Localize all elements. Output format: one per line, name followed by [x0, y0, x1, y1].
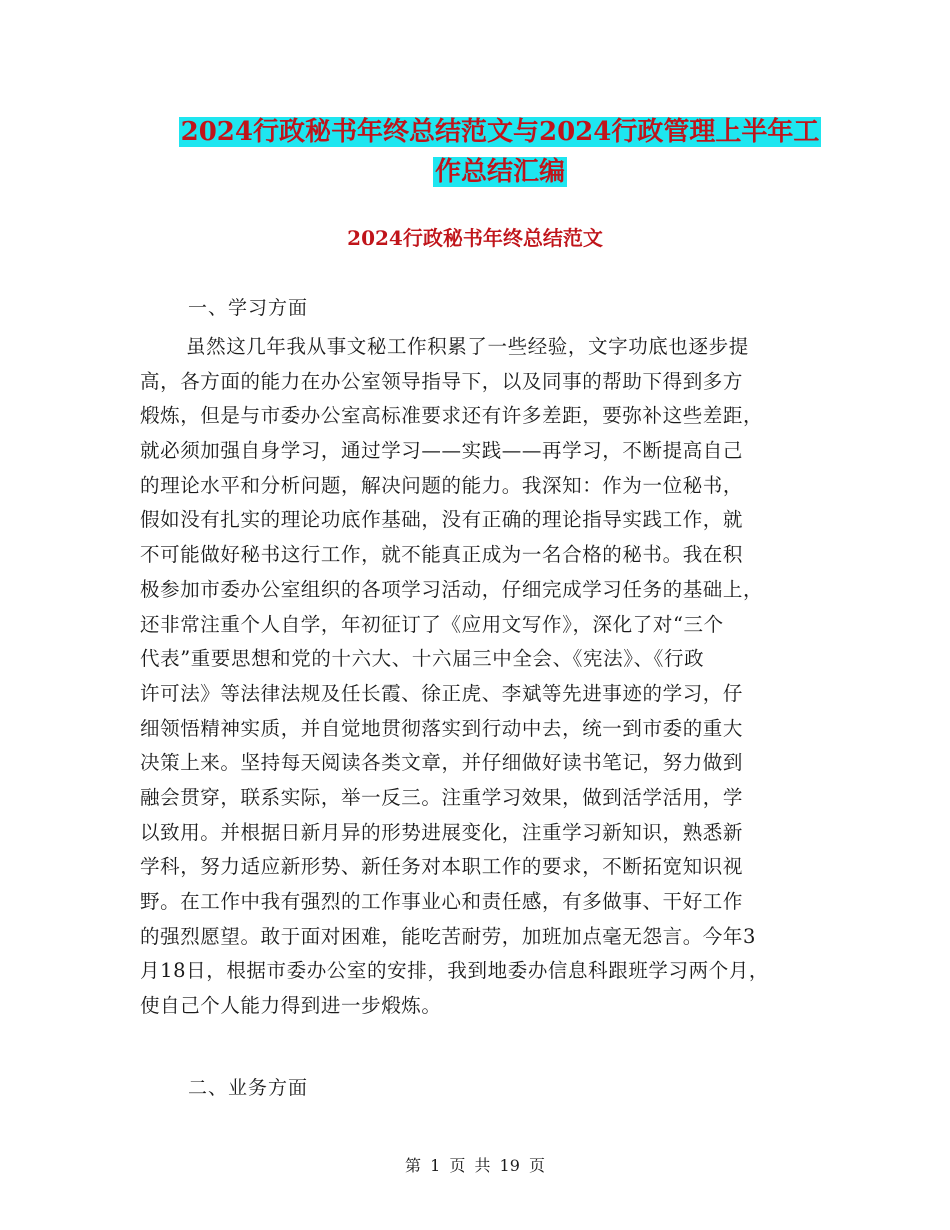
- title-line-2: 作总结汇编: [434, 157, 565, 187]
- body-line: 假如没有扎实的理论功底作基础，没有正确的理论指导实践工作，就: [140, 508, 744, 532]
- body-line: 就必须加强自身学习，通过学习——实践——再学习，不断提高自己: [140, 439, 744, 463]
- heading-study: 一、学习方面: [188, 297, 309, 319]
- body-line: 融会贯穿，联系实际，举一反三。注重学习效果，做到活学活用，学: [140, 785, 744, 809]
- body-line: 细领悟精神实质，并自觉地贯彻落实到行动中去，统一到市委的重大: [140, 716, 744, 740]
- body-line: 代表”重要思想和党的十六大、十六届三中全会、《宪法》、《行政: [140, 647, 705, 671]
- body-paragraph: [140, 330, 820, 1024]
- page-footer: 第 1 页 共 19 页: [405, 1156, 545, 1175]
- body-line: 极参加市委办公室组织的各项学习活动，仔细完成学习任务的基础上，: [140, 577, 764, 601]
- body-line: 还非常注重个人自学，年初征订了《应用文写作》，深化了对“三个: [140, 612, 724, 636]
- body-line: 的理论水平和分析问题，解决问题的能力。我深知：作为一位秘书，: [140, 473, 744, 497]
- body-line: 许可法》等法律法规及任长霞、徐正虎、李斌等先进事迹的学习，仔: [140, 681, 744, 705]
- body-line: 学科，努力适应新形势、新任务对本职工作的要求，不断拓宽知识视: [140, 855, 744, 879]
- title-line-1: 2024行政秘书年终总结范文与2024行政管理上半年工: [180, 117, 820, 147]
- body-line: 的强烈愿望。敢于面对困难，能吃苦耐劳，加班加点毫无怨言。今年3: [140, 924, 757, 948]
- document-title: [140, 112, 860, 192]
- body-line: 野。在工作中我有强烈的工作事业心和责任感，有多做事、干好工作: [140, 890, 744, 913]
- body-line: 不可能做好秘书这行工作，就不能真正成为一名合格的秘书。我在积: [140, 543, 744, 567]
- heading-business: 二、业务方面: [188, 1077, 309, 1099]
- section-title: 2024行政秘书年终总结范文: [347, 226, 603, 250]
- body-line: 虽然这几年我从事文秘工作积累了一些经验，文字功底也逐步提: [186, 335, 749, 358]
- body-line: 以致用。并根据日新月异的形势进展变化，注重学习新知识，熟悉新: [140, 820, 744, 844]
- body-line: 使自己个人能力得到进一步煅炼。: [140, 994, 442, 1018]
- body-line: 煅炼，但是与市委办公室高标准要求还有许多差距，要弥补这些差距，: [140, 404, 764, 428]
- body-line: 高，各方面的能力在办公室领导指导下，以及同事的帮助下得到多方: [140, 369, 744, 393]
- body-line: 决策上来。坚持每天阅读各类文章，并仔细做好读书笔记，努力做到: [140, 751, 744, 775]
- body-line: 月18日，根据市委办公室的安排，我到地委办信息科跟班学习两个月，: [140, 959, 770, 983]
